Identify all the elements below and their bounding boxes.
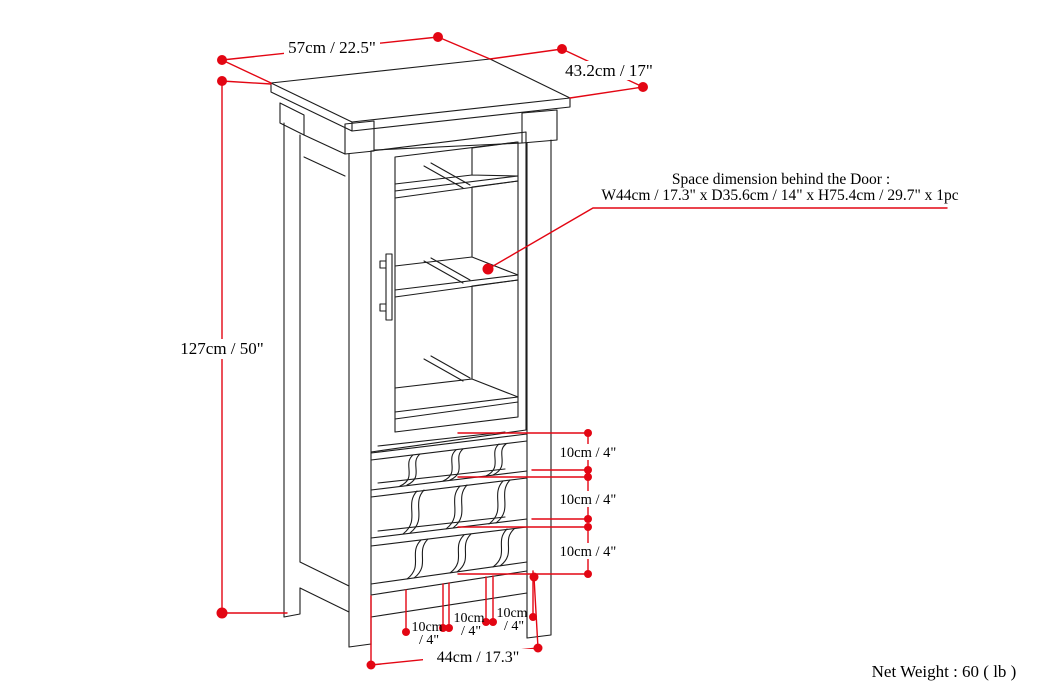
left-side-panel [300, 135, 349, 612]
dimension-height [180, 76, 287, 619]
cabinet-drawing [271, 59, 570, 647]
slot-gap-1-line2: / 4" [418, 633, 440, 648]
wine-rack-dividers-row2 [403, 480, 510, 534]
top-depth-label: 43.2cm / 17" [565, 61, 653, 80]
height-label: 127cm / 50" [180, 339, 264, 358]
slot-gap-2-line1: 10cm [453, 611, 485, 626]
slot-gap-3-line2: / 4" [503, 619, 525, 634]
rack-row-gap-label-1: 10cm / 4" [559, 445, 617, 461]
slot-gap-3-line1: 10cm [496, 606, 528, 621]
net-weight-label: Net Weight : 60 ( lb ) [871, 662, 1017, 681]
dimension-rack-row-gaps [458, 429, 616, 578]
rack-row-gap-label-3: 10cm / 4" [559, 544, 617, 560]
top-width-label: 57cm / 22.5" [288, 38, 376, 57]
callout-line2: W44cm / 17.3" x D35.6cm / 14" x H75.4cm / 29.7" x 1pc [601, 187, 959, 204]
callout-interior-space [483, 171, 959, 275]
back-left-post [280, 103, 304, 617]
door-handle [380, 254, 392, 320]
slot-gap-2-line2: / 4" [460, 624, 482, 639]
glass-reflections [424, 163, 470, 381]
cabinet-top-slab [271, 59, 570, 131]
front-right-post [522, 110, 557, 638]
rack-width-label: 44cm / 17.3" [436, 649, 520, 666]
callout-line1: Space dimension behind the Door : [671, 171, 891, 188]
dimension-top-width [217, 32, 490, 83]
rack-row-gap-label-2: 10cm / 4" [559, 492, 617, 508]
front-left-post [345, 121, 374, 647]
slot-gap-1-line1: 10cm [411, 620, 443, 635]
